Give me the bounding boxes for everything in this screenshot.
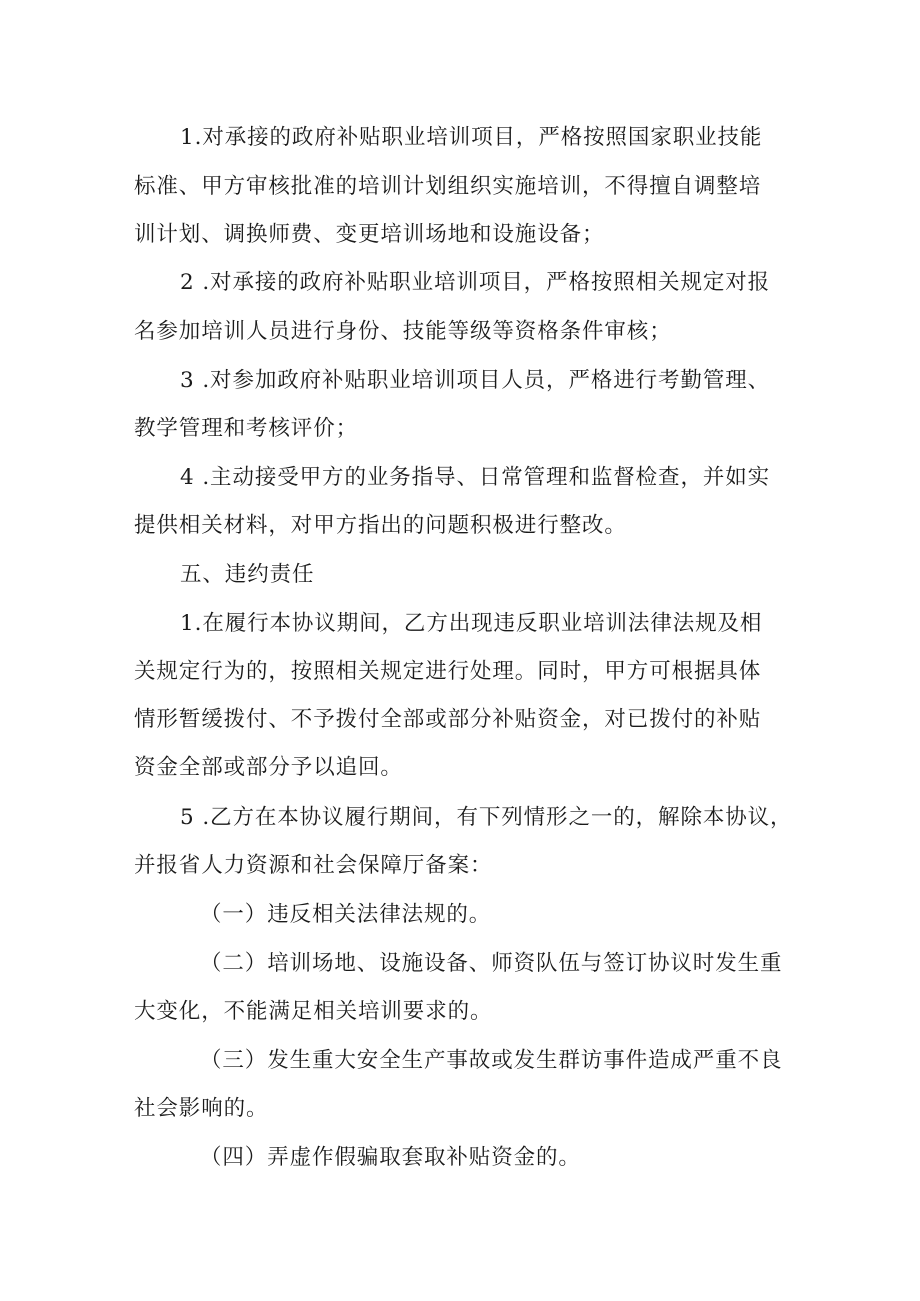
paragraph-6-line-1: 5 .乙方在本协议履行期间，有下列情形之一的，解除本协议， [180, 805, 793, 830]
paragraph-3-line-2: 教学管理和考核评价； [134, 416, 359, 441]
paragraph-1-line-1: 1.对承接的政府补贴职业培训项目，严格按照国家职业技能 [180, 125, 763, 150]
paragraph-3-line-1: 3 .对参加政府补贴职业培训项目人员，严格进行考勤管理、 [180, 368, 771, 393]
section-heading: 五、违约责任 [180, 562, 315, 587]
paragraph-4-line-1: 4 .主动接受甲方的业务指导、日常管理和监督检查，并如实 [180, 465, 771, 490]
paragraph-1-line-2: 标准、甲方审核批准的培训计划组织实施培训，不得擅自调整培 [134, 174, 762, 199]
list-item-4-line-1: （四）弄虚作假骗取套取补贴资金的。 [200, 1145, 581, 1170]
list-item-3-line-1: （三）发生重大安全生产事故或发生群访事件造成严重不良 [200, 1048, 783, 1073]
paragraph-1-line-3: 训计划、调换师费、变更培训场地和设施设备； [134, 222, 605, 247]
list-item-2-line-1: （二）培训场地、设施设备、师资队伍与签订协议时发生重 [200, 951, 783, 976]
list-item-2-line-2: 大变化，不能满足相关培训要求的。 [134, 999, 493, 1024]
paragraph-5-line-1: 1.在履行本协议期间，乙方出现违反职业培训法律法规及相 [180, 611, 763, 636]
paragraph-6-line-2: 并报省人力资源和社会保障厅备案： [134, 853, 493, 878]
paragraph-2-line-1: 2 .对承接的政府补贴职业培训项目，严格按照相关规定对报 [180, 270, 771, 295]
list-item-3-line-2: 社会影响的。 [134, 1096, 269, 1121]
list-item-1-line-1: （一）违反相关法律法规的。 [200, 902, 492, 927]
paragraph-4-line-2: 提供相关材料，对甲方指出的问题积极进行整改。 [134, 513, 627, 538]
paragraph-5-line-4: 资金全部或部分予以追回。 [134, 755, 403, 780]
paragraph-2-line-2: 名参加培训人员进行身份、技能等级等资格条件审核； [134, 319, 672, 344]
paragraph-5-line-2: 关规定行为的，按照相关规定进行处理。同时，甲方可根据具体 [134, 659, 762, 684]
paragraph-5-line-3: 情形暂缓拨付、不予拨付全部或部分补贴资金，对已拨付的补贴 [134, 707, 762, 732]
